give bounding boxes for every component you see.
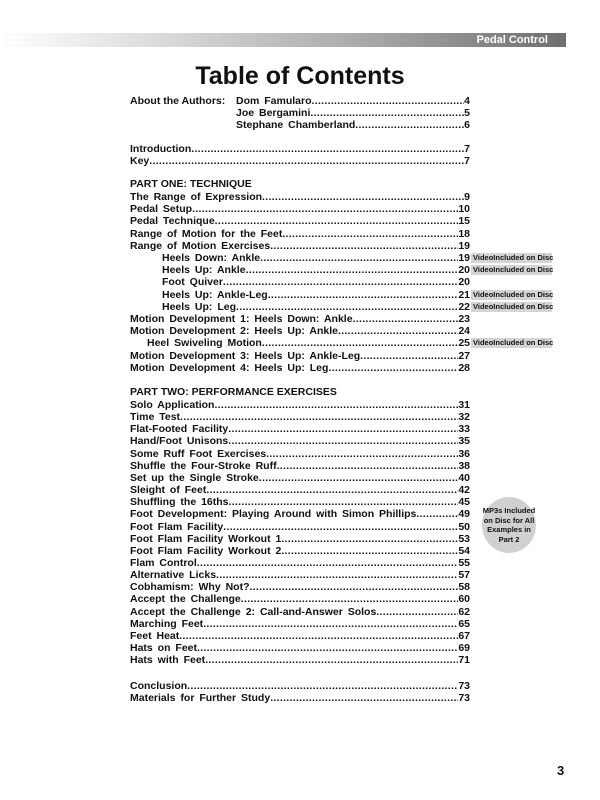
toc-entry[interactable]: [130, 240, 470, 252]
entry-page: 40: [458, 471, 470, 484]
entry-page: 27: [458, 349, 470, 362]
entry-page: 19: [458, 239, 470, 252]
dot-leader: [268, 289, 459, 301]
entry-page: 57: [458, 569, 470, 582]
entry-title: Foot Flam Facility: [130, 520, 224, 533]
entry-page: 25: [458, 337, 470, 350]
toc-entry[interactable]: [130, 692, 470, 704]
dot-leader: [197, 557, 459, 569]
entry-page: 65: [458, 617, 470, 630]
toc-entry[interactable]: [130, 435, 470, 447]
entry-page: 53: [458, 532, 470, 545]
entry-title: Range of Motion for the Feet: [130, 227, 283, 240]
toc-entry[interactable]: [130, 484, 470, 496]
mp3-note-badge: [482, 497, 536, 553]
dot-leader: [180, 411, 458, 423]
page-title: Table of Contents: [195, 62, 405, 90]
dot-leader: [229, 496, 459, 508]
dot-leader: [310, 107, 464, 119]
toc-entry[interactable]: [162, 264, 470, 276]
page-number: 3: [557, 763, 565, 778]
dot-leader: [228, 423, 458, 435]
toc-entry[interactable]: [130, 215, 470, 227]
dot-leader: [206, 484, 458, 496]
entry-page: 9: [464, 191, 470, 203]
entry-page: 15: [458, 215, 470, 228]
dot-leader: [353, 313, 459, 325]
dot-leader: [262, 337, 458, 349]
video-included-badge: VideoIncluded on Disc: [473, 253, 554, 262]
toc-entry[interactable]: [130, 448, 470, 460]
entry-title: Motion Development 3: Heels Up: Ankle-Leg: [130, 349, 361, 362]
entry-page: 42: [458, 484, 470, 497]
entry-title: Flam Control: [130, 556, 197, 569]
entry-page: 49: [458, 508, 470, 521]
toc-entry[interactable]: [162, 252, 470, 264]
entry-title: Dom Famularo: [236, 95, 312, 107]
entry-page: 6: [464, 119, 470, 131]
entry-page: 73: [458, 692, 470, 704]
entry-title: Foot Quiver: [162, 276, 223, 289]
entry-title: Foot Flam Facility Workout 1: [130, 532, 282, 545]
toc-entry[interactable]: [147, 337, 470, 349]
entry-page: 62: [458, 605, 470, 618]
toc-entry[interactable]: [130, 362, 470, 374]
toc-entry[interactable]: [130, 472, 470, 484]
entry-title: Stephane Chamberland: [236, 119, 356, 131]
entry-title: Motion Development 4: Heels Up: Leg: [130, 361, 329, 374]
video-included-badge: VideoIncluded on Disc: [473, 265, 554, 275]
entry-page: 18: [458, 227, 470, 240]
dot-leader: [416, 508, 458, 520]
entry-title: Cobhamism: Why Not?: [130, 581, 250, 594]
toc-entry[interactable]: [130, 228, 470, 240]
entry-title: Conclusion: [130, 680, 188, 692]
dot-leader: [259, 472, 459, 484]
dot-leader: [228, 435, 458, 447]
entry-page: 73: [458, 680, 470, 692]
toc-entry[interactable]: [162, 276, 470, 288]
toc-entry[interactable]: [130, 411, 470, 423]
video-included-badge: VideoIncluded on Disc: [473, 301, 554, 311]
toc-entry[interactable]: [130, 203, 470, 215]
entry-page: 54: [458, 544, 470, 557]
entry-page: 7: [464, 143, 470, 155]
entry-page: 31: [458, 399, 470, 411]
dot-leader: [338, 325, 458, 337]
dot-leader: [250, 581, 459, 593]
entry-title: Range of Motion Exercises: [130, 239, 271, 252]
entry-title: Key: [130, 155, 150, 167]
toc-entry[interactable]: [130, 654, 470, 666]
toc-entry[interactable]: [130, 155, 470, 167]
toc-entry[interactable]: [130, 460, 470, 472]
entry-title: Shuffle the Four-Stroke Ruff: [130, 459, 277, 472]
toc-entry[interactable]: [130, 569, 470, 581]
toc-entry[interactable]: [130, 642, 470, 654]
toc-entry[interactable]: [130, 521, 470, 533]
section-title: Pedal Control: [476, 34, 548, 46]
dot-leader: [192, 203, 458, 215]
entry-page: 35: [458, 435, 470, 448]
dot-leader: [277, 460, 459, 472]
dot-leader: [205, 654, 458, 666]
toc-entry[interactable]: [130, 313, 470, 325]
dot-leader: [241, 593, 459, 605]
entry-page: 21: [458, 288, 470, 301]
entry-title: Joe Bergamini: [236, 107, 311, 119]
dot-leader: [262, 191, 464, 203]
entry-title: Foot Flam Facility Workout 2: [130, 544, 282, 557]
entry-page: 38: [458, 459, 470, 472]
entry-page: 22: [458, 300, 470, 313]
mp3-note-text: MP3s Included on Disc for All Examples in Part 2: [482, 506, 536, 544]
dot-leader: [328, 362, 458, 374]
entry-title: Alternative Licks: [130, 569, 217, 582]
part-two-heading: PART TWO: PERFORMANCE EXERCISES: [130, 386, 337, 398]
dot-leader: [203, 618, 458, 630]
dot-leader: [355, 119, 464, 131]
entry-title: The Range of Expression: [130, 191, 263, 203]
toc-entry[interactable]: [130, 191, 470, 203]
entry-title: Sleight of Feet: [130, 484, 207, 497]
toc-entry[interactable]: [130, 350, 470, 362]
entry-title: Time Test: [130, 411, 181, 424]
dot-leader: [376, 606, 458, 618]
toc-entry[interactable]: [162, 289, 470, 301]
toc-entry[interactable]: [130, 496, 470, 508]
dot-leader: [270, 692, 458, 704]
entry-title: Introduction: [130, 143, 192, 155]
video-included-badge: VideoIncluded on Disc: [473, 289, 554, 299]
entry-title: Heel Swiveling Motion: [147, 337, 262, 350]
entry-title: Pedal Technique: [130, 215, 215, 228]
entry-page: 69: [458, 642, 470, 654]
dot-leader: [214, 399, 458, 411]
toc-entry[interactable]: [130, 581, 470, 593]
entry-title: Accept the Challenge 2: Call-and-Answer Solos: [130, 605, 377, 618]
entry-page: 67: [458, 629, 470, 642]
entry-page: 20: [458, 276, 470, 289]
entry-title: Accept the Challenge: [130, 593, 241, 606]
dot-leader: [266, 448, 458, 460]
entry-page: 20: [458, 264, 470, 277]
entry-title: Flat-Footed Facility: [130, 423, 229, 436]
dot-leader: [223, 276, 458, 288]
entry-page: 7: [464, 155, 470, 167]
entry-page: 45: [458, 496, 470, 509]
dot-leader: [149, 155, 464, 167]
toc-entry[interactable]: [162, 301, 470, 313]
entry-title: Marching Feet: [130, 617, 204, 630]
toc-entry[interactable]: [130, 533, 470, 545]
dot-leader: [281, 545, 458, 557]
dot-leader: [260, 252, 458, 264]
entry-title: Heels Down: Ankle: [162, 252, 261, 264]
dot-leader: [191, 143, 464, 155]
entry-page: 33: [458, 423, 470, 436]
author-entry[interactable]: [236, 107, 470, 119]
dot-leader: [197, 642, 458, 654]
entry-title: Set up the Single Stroke: [130, 471, 259, 484]
entry-page: 10: [458, 203, 470, 216]
entry-page: 19: [458, 252, 470, 264]
entry-page: 23: [458, 313, 470, 325]
toc-entry[interactable]: [130, 545, 470, 557]
entry-page: 36: [458, 447, 470, 460]
dot-leader: [179, 630, 458, 642]
entry-title: Feet Heat: [130, 629, 180, 642]
video-included-badge: VideoIncluded on Disc: [473, 338, 554, 348]
entry-title: Pedal Setup: [130, 203, 193, 216]
entry-title: Foot Development: Playing Around with Simon Phillips: [130, 508, 417, 521]
toc-entry[interactable]: [130, 680, 470, 692]
entry-page: 55: [458, 556, 470, 569]
entry-page: 60: [458, 593, 470, 606]
dot-leader: [215, 215, 459, 227]
dot-leader: [236, 301, 458, 313]
entry-page: 71: [458, 654, 470, 667]
entry-title: Motion Development 1: Heels Down: Ankle: [130, 313, 353, 325]
toc-entry[interactable]: [130, 593, 470, 605]
entry-page: 28: [458, 361, 470, 374]
dot-leader: [223, 521, 458, 533]
toc-entry[interactable]: [130, 508, 470, 520]
toc-entry[interactable]: [130, 325, 470, 337]
dot-leader: [281, 533, 458, 545]
dot-leader: [187, 680, 458, 692]
dot-leader: [360, 350, 458, 362]
entry-page: 5: [464, 107, 470, 119]
entry-page: 4: [464, 95, 470, 107]
entry-title: Heels Up: Ankle: [162, 264, 246, 277]
author-entry[interactable]: [236, 95, 470, 107]
entry-title: Hats with Feet: [130, 654, 206, 667]
toc-entry[interactable]: [130, 630, 470, 642]
toc-entry[interactable]: [130, 618, 470, 630]
entry-title: Heels Up: Ankle-Leg: [162, 288, 268, 301]
entry-title: Shuffling the 16ths: [130, 496, 229, 509]
toc-entry[interactable]: [130, 143, 470, 155]
entry-title: Solo Application: [130, 399, 215, 411]
entry-title: Materials for Further Study: [130, 692, 271, 704]
toc-entry[interactable]: [130, 423, 470, 435]
section-header-bar: [0, 33, 566, 47]
entry-page: 58: [458, 581, 470, 594]
authors-label: About the Authors:: [130, 95, 226, 107]
dot-leader: [270, 240, 458, 252]
dot-leader: [282, 228, 458, 240]
entry-page: 50: [458, 520, 470, 533]
toc-entry[interactable]: [130, 557, 470, 569]
entry-page: 32: [458, 411, 470, 424]
author-entry[interactable]: [236, 119, 470, 131]
dot-leader: [312, 95, 465, 107]
entry-title: Some Ruff Foot Exercises: [130, 447, 267, 460]
toc-entry[interactable]: [130, 606, 470, 618]
entry-page: 24: [458, 325, 470, 338]
entry-title: Motion Development 2: Heels Up: Ankle: [130, 325, 338, 338]
entry-title: Heels Up: Leg: [162, 300, 237, 313]
entry-title: Hats on Feet: [130, 642, 198, 654]
toc-entry[interactable]: [130, 399, 470, 411]
part-one-heading: PART ONE: TECHNIQUE: [130, 178, 252, 190]
dot-leader: [246, 264, 459, 276]
entry-title: Hand/Foot Unisons: [130, 435, 229, 448]
dot-leader: [216, 569, 458, 581]
